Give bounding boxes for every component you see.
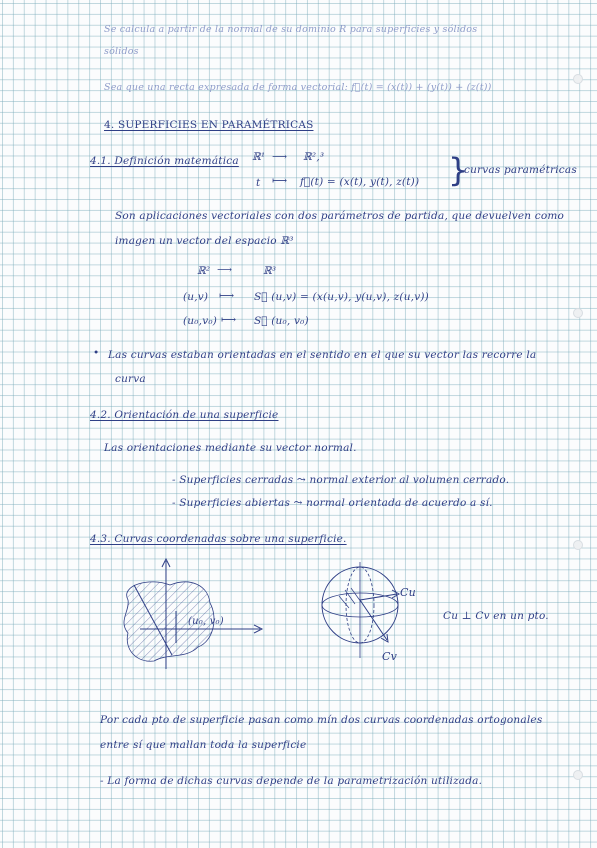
coordinates-text-1: Por cada pto de superficie pasan como mín dos curvas coordenadas ortogonales: [100, 714, 543, 726]
map2-arrow: ⟼: [272, 175, 288, 187]
sphere-sketch: [315, 560, 425, 670]
coordinates-heading: 4.3. Curvas coordenadas sobre una superficie.: [90, 533, 347, 545]
map4-variable: (u,v): [183, 291, 209, 303]
orientation-item-open: - Superficies abiertas ⤳ normal orientada de acuerdo a sí.: [172, 497, 493, 509]
orientation-heading: 4.2. Orientación de una superficie: [90, 409, 279, 421]
map2-expression: f⃗(t) = (x(t), y(t), z(t)): [300, 176, 420, 188]
v-direction-arrow: [360, 600, 387, 640]
u-direction-arrow: [360, 594, 397, 600]
binder-hole: [573, 308, 583, 318]
map1-arrow: ⟶: [272, 151, 288, 163]
v-curve-label: Cv: [382, 650, 398, 663]
bullet-dot: •: [93, 347, 100, 359]
definition-text-1: Son aplicaciones vectoriales con dos parámetros de partida, que devuelven como: [115, 210, 565, 222]
definition-text-2: imagen un vector del espacio ℝ³: [115, 235, 294, 247]
binder-hole: [573, 540, 583, 550]
map3-arrow: ⟶: [217, 264, 235, 276]
arrowhead: [381, 634, 388, 642]
map1-codomain: ℝ²,³: [303, 151, 325, 163]
brace-label: curvas paramétricas: [464, 164, 577, 176]
intro-line-3: Sea que una recta expresada de forma vectorial: f⃗(t) = (x(t)) + (y(t)) + (z(t)): [104, 82, 492, 93]
intro-line-2: sólidos: [104, 46, 139, 57]
map3-codomain: ℝ³: [263, 265, 277, 277]
definition-heading: 4.1. Definición matemática: [90, 155, 239, 167]
map2-variable: t: [256, 177, 261, 189]
binder-hole: [573, 770, 583, 780]
point-label: (u₀, v₀): [188, 616, 224, 627]
orientation-item-closed: - Superficies cerradas ⤳ normal exterior al volumen cerrado.: [172, 474, 510, 486]
orientation-text: Las orientaciones mediante su vector normal.: [104, 442, 357, 454]
binder-hole: [573, 74, 583, 84]
map3-domain: ℝ²: [197, 265, 211, 277]
section-title: 4. SUPERFICIES EN PARAMÉTRICAS: [104, 119, 314, 131]
map5-variable: (u₀,v₀): [183, 315, 218, 327]
map1-domain: ℝ¹: [252, 151, 266, 163]
note-line-2: curva: [115, 373, 146, 385]
surface-sketch: [110, 555, 270, 675]
intro-line-1: Se calcula a partir de la normal de su dominio R para superficies y sólidos: [104, 24, 478, 35]
coordinates-text-3: - La forma de dichas curvas depende de la parametrización utilizada.: [100, 775, 483, 787]
orthogonality-relation: Cu ⊥ Cv en un pto.: [443, 610, 549, 622]
map4-expression: S⃗ (u,v) = (x(u,v), y(u,v), z(u,v)): [254, 291, 429, 303]
note-line-1: Las curvas estaban orientadas en el sentido en el que su vector las recorre la: [108, 349, 537, 361]
brace: }: [448, 151, 469, 189]
map5-arrow: ⟼: [221, 314, 237, 326]
map4-arrow: ⟼: [219, 290, 235, 302]
shading-marks: [339, 588, 361, 608]
coordinates-text-2: entre sí que mallan toda la superficie: [100, 739, 307, 751]
map5-expression: S⃗ (u₀, v₀): [254, 315, 309, 327]
u-curve-label: Cu: [400, 586, 416, 599]
